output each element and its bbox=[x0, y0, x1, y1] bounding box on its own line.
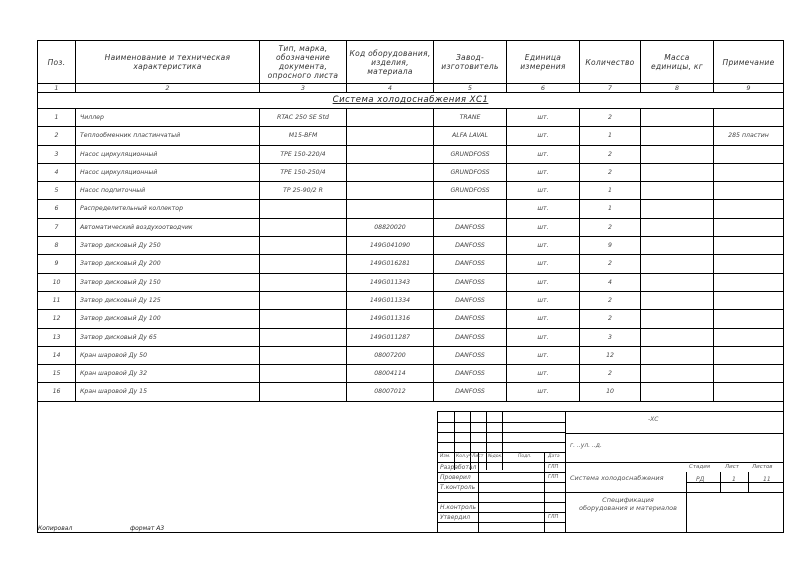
cell-name: Кран шаровой Ду 15 bbox=[76, 383, 260, 400]
cell-code bbox=[347, 182, 434, 199]
table-row bbox=[38, 292, 783, 310]
cell-unit: шт. bbox=[507, 365, 580, 382]
section-title-text: Система холодоснабжения ХС1 bbox=[332, 95, 489, 105]
cell-note bbox=[714, 182, 783, 199]
cell-code: 08004114 bbox=[347, 365, 434, 382]
cell-maker: DANFOSS bbox=[434, 255, 507, 272]
cell-maker: DANFOSS bbox=[434, 310, 507, 327]
role-code: ГЛП bbox=[548, 464, 559, 470]
spec-sheet bbox=[37, 40, 784, 533]
cell-code: 149G016281 bbox=[347, 255, 434, 272]
cell-qty: 2 bbox=[580, 219, 641, 236]
cell-qty: 1 bbox=[580, 200, 641, 217]
col-header-qty: Количество bbox=[580, 41, 641, 83]
cell-maker: ALFA LAVAL bbox=[434, 127, 507, 144]
cell-pos: 15 bbox=[38, 365, 76, 382]
cell-mass bbox=[641, 237, 714, 254]
cell-code: 149G011334 bbox=[347, 292, 434, 309]
cell-maker: GRUNDFOSS bbox=[434, 182, 507, 199]
cell-type bbox=[260, 255, 347, 272]
cell-note bbox=[714, 146, 783, 163]
cell-note bbox=[714, 200, 783, 217]
col-number: 4 bbox=[347, 84, 434, 92]
cell-qty: 12 bbox=[580, 347, 641, 364]
cell-maker: DANFOSS bbox=[434, 292, 507, 309]
cell-maker bbox=[434, 200, 507, 217]
cell-unit: шт. bbox=[507, 182, 580, 199]
table-row bbox=[38, 347, 783, 365]
cell-type bbox=[260, 200, 347, 217]
table-row bbox=[38, 365, 783, 383]
cell-mass bbox=[641, 255, 714, 272]
change-header: Изм. bbox=[440, 454, 451, 459]
cell-pos: 11 bbox=[38, 292, 76, 309]
table-row bbox=[38, 146, 783, 164]
cell-pos: 9 bbox=[38, 255, 76, 272]
cell-type bbox=[260, 219, 347, 236]
cell-unit: шт. bbox=[507, 255, 580, 272]
cell-qty: 1 bbox=[580, 182, 641, 199]
role-code: ГЛП bbox=[548, 474, 559, 480]
cell-maker: DANFOSS bbox=[434, 219, 507, 236]
cell-mass bbox=[641, 292, 714, 309]
col-number: 5 bbox=[434, 84, 507, 92]
cell-mass bbox=[641, 127, 714, 144]
cell-qty: 9 bbox=[580, 237, 641, 254]
change-header: №док. bbox=[488, 454, 503, 459]
cell-qty: 4 bbox=[580, 274, 641, 291]
cell-mass bbox=[641, 347, 714, 364]
section-title bbox=[38, 93, 783, 109]
cell-name: Чиллер bbox=[76, 109, 260, 126]
role-developer: Разработал bbox=[440, 464, 477, 471]
cell-name: Затвор дисковый Ду 150 bbox=[76, 274, 260, 291]
cell-unit: шт. bbox=[507, 347, 580, 364]
cell-maker: GRUNDFOSS bbox=[434, 164, 507, 181]
col-header-maker: Завод-изготовитель bbox=[434, 41, 507, 83]
table-row bbox=[38, 127, 783, 145]
cell-unit: шт. bbox=[507, 329, 580, 346]
cell-code bbox=[347, 127, 434, 144]
cell-name: Распределительный коллектор bbox=[76, 200, 260, 217]
col-header-mass: Масса единицы, кг bbox=[641, 41, 714, 83]
col-number: 8 bbox=[641, 84, 714, 92]
cell-unit: шт. bbox=[507, 310, 580, 327]
cell-name: Автоматический воздухоотводчик bbox=[76, 219, 260, 236]
cell-pos: 6 bbox=[38, 200, 76, 217]
col-header-type: Тип, марка, обозначение документа, опросного листа bbox=[260, 41, 347, 83]
cell-mass bbox=[641, 219, 714, 236]
col-number: 1 bbox=[38, 84, 76, 92]
cell-mass bbox=[641, 310, 714, 327]
cell-qty: 2 bbox=[580, 310, 641, 327]
cell-unit: шт. bbox=[507, 237, 580, 254]
cell-unit: шт. bbox=[507, 200, 580, 217]
cell-unit: шт. bbox=[507, 274, 580, 291]
cell-unit: шт. bbox=[507, 127, 580, 144]
stage-label: Стадия bbox=[689, 464, 711, 470]
cell-type bbox=[260, 274, 347, 291]
change-header: Дата bbox=[548, 454, 560, 459]
object-address: г. ..ул. ..д. bbox=[570, 442, 602, 449]
table-row bbox=[38, 200, 783, 218]
sheets-label: Листов bbox=[752, 464, 773, 470]
cell-name: Затвор дисковый Ду 200 bbox=[76, 255, 260, 272]
cell-type bbox=[260, 347, 347, 364]
cell-qty: 2 bbox=[580, 146, 641, 163]
cell-qty: 2 bbox=[580, 292, 641, 309]
cell-pos: 8 bbox=[38, 237, 76, 254]
cell-maker: DANFOSS bbox=[434, 383, 507, 400]
change-header: Лист bbox=[472, 454, 484, 459]
cell-code: 149G011343 bbox=[347, 274, 434, 291]
cell-pos: 13 bbox=[38, 329, 76, 346]
cell-type bbox=[260, 365, 347, 382]
cell-note bbox=[714, 274, 783, 291]
cell-code: 149G041090 bbox=[347, 237, 434, 254]
cell-mass bbox=[641, 329, 714, 346]
cell-mass bbox=[641, 200, 714, 217]
cell-name: Затвор дисковый Ду 65 bbox=[76, 329, 260, 346]
cell-maker: DANFOSS bbox=[434, 274, 507, 291]
cell-note bbox=[714, 164, 783, 181]
cell-type: TPE 150-220/4 bbox=[260, 146, 347, 163]
cell-unit: шт. bbox=[507, 164, 580, 181]
role-approver: Утвердил bbox=[440, 514, 471, 521]
cell-pos: 3 bbox=[38, 146, 76, 163]
cell-mass bbox=[641, 383, 714, 400]
cell-code: 08007012 bbox=[347, 383, 434, 400]
cell-note bbox=[714, 310, 783, 327]
cell-mass bbox=[641, 109, 714, 126]
cell-code bbox=[347, 109, 434, 126]
doc-code: -ХС bbox=[648, 416, 659, 423]
cell-note bbox=[714, 237, 783, 254]
cell-code: 08007200 bbox=[347, 347, 434, 364]
cell-name: Кран шаровой Ду 50 bbox=[76, 347, 260, 364]
cell-qty: 10 bbox=[580, 383, 641, 400]
sheet-value: 1 bbox=[732, 476, 736, 483]
sheets-value: 11 bbox=[763, 476, 771, 483]
cell-qty: 2 bbox=[580, 164, 641, 181]
cell-note bbox=[714, 329, 783, 346]
role-checker: Проверил bbox=[440, 474, 471, 481]
table-row bbox=[38, 329, 783, 347]
cell-name: Теплообменник пластинчатый bbox=[76, 127, 260, 144]
cell-qty: 1 bbox=[580, 127, 641, 144]
cell-maker: DANFOSS bbox=[434, 347, 507, 364]
cell-mass bbox=[641, 146, 714, 163]
sheet-label: Лист bbox=[725, 464, 739, 470]
cell-code: 08820020 bbox=[347, 219, 434, 236]
col-header-pos: Поз. bbox=[38, 41, 76, 83]
cell-mass bbox=[641, 182, 714, 199]
cell-maker: DANFOSS bbox=[434, 237, 507, 254]
cell-pos: 4 bbox=[38, 164, 76, 181]
cell-note bbox=[714, 109, 783, 126]
col-header-note: Примечание bbox=[722, 57, 775, 67]
cell-type bbox=[260, 237, 347, 254]
cell-code bbox=[347, 164, 434, 181]
cell-pos: 12 bbox=[38, 310, 76, 327]
cell-unit: шт. bbox=[507, 219, 580, 236]
cell-unit: шт. bbox=[507, 383, 580, 400]
cell-note bbox=[714, 347, 783, 364]
cell-type bbox=[260, 292, 347, 309]
cell-name: Затвор дисковый Ду 100 bbox=[76, 310, 260, 327]
col-number: 9 bbox=[746, 84, 751, 92]
cell-code: 149G011316 bbox=[347, 310, 434, 327]
col-number: 6 bbox=[507, 84, 580, 92]
cell-mass bbox=[641, 365, 714, 382]
cell-pos: 16 bbox=[38, 383, 76, 400]
cell-pos: 1 bbox=[38, 109, 76, 126]
copied-label: Копировал bbox=[38, 525, 73, 532]
col-number: 7 bbox=[580, 84, 641, 92]
table-row bbox=[38, 109, 783, 127]
role-tcontrol: Т.контроль bbox=[440, 484, 476, 491]
cell-name: Насос циркуляционный bbox=[76, 146, 260, 163]
cell-qty: 2 bbox=[580, 365, 641, 382]
col-number: 2 bbox=[76, 84, 260, 92]
cell-note: 285 пластин bbox=[728, 132, 769, 140]
cell-name: Насос циркуляционный bbox=[76, 164, 260, 181]
cell-pos: 2 bbox=[38, 127, 76, 144]
role-ncontrol: Н.контроль bbox=[440, 504, 476, 511]
cell-type bbox=[260, 329, 347, 346]
cell-pos: 5 bbox=[38, 182, 76, 199]
col-header-code: Код оборудования, изделия, материала bbox=[347, 41, 434, 83]
spec-table-body bbox=[38, 109, 783, 402]
cell-qty: 2 bbox=[580, 255, 641, 272]
cell-unit: шт. bbox=[507, 109, 580, 126]
doc-title: Спецификация оборудования и материалов bbox=[579, 496, 677, 512]
cell-type bbox=[260, 310, 347, 327]
table-row bbox=[38, 274, 783, 292]
role-code: ГЛП bbox=[548, 514, 559, 520]
cell-name: Затвор дисковый Ду 125 bbox=[76, 292, 260, 309]
cell-mass bbox=[641, 274, 714, 291]
cell-note bbox=[714, 292, 783, 309]
cell-code: 149G011287 bbox=[347, 329, 434, 346]
cell-pos: 14 bbox=[38, 347, 76, 364]
cell-note bbox=[714, 383, 783, 400]
cell-type: TP 25-90/2 R bbox=[260, 182, 347, 199]
cell-type: TPE 150-250/4 bbox=[260, 164, 347, 181]
col-header-unit: Единица измерения bbox=[507, 41, 580, 83]
cell-unit: шт. bbox=[507, 146, 580, 163]
cell-name: Кран шаровой Ду 32 bbox=[76, 365, 260, 382]
cell-maker: GRUNDFOSS bbox=[434, 146, 507, 163]
cell-note bbox=[714, 255, 783, 272]
table-row bbox=[38, 164, 783, 182]
cell-note bbox=[714, 219, 783, 236]
table-row bbox=[38, 219, 783, 237]
system-title: Система холодоснабжения bbox=[570, 474, 664, 482]
cell-pos: 10 bbox=[38, 274, 76, 291]
change-header: Подп. bbox=[518, 454, 532, 459]
col-number: 3 bbox=[260, 84, 347, 92]
cell-name: Затвор дисковый Ду 250 bbox=[76, 237, 260, 254]
table-row bbox=[38, 383, 783, 401]
cell-unit: шт. bbox=[507, 292, 580, 309]
cell-qty: 3 bbox=[580, 329, 641, 346]
table-row bbox=[38, 237, 783, 255]
cell-name: Насос подпиточный bbox=[76, 182, 260, 199]
cell-mass bbox=[641, 164, 714, 181]
table-row bbox=[38, 182, 783, 200]
table-row bbox=[38, 255, 783, 273]
cell-type bbox=[260, 383, 347, 400]
change-header: Кол.уч bbox=[456, 454, 472, 459]
format-label: формат А3 bbox=[130, 525, 165, 532]
cell-maker: DANFOSS bbox=[434, 365, 507, 382]
cell-pos: 7 bbox=[38, 219, 76, 236]
cell-code bbox=[347, 200, 434, 217]
cell-type: M15-BFM bbox=[260, 127, 347, 144]
column-number-row bbox=[38, 83, 783, 93]
cell-maker: TRANE bbox=[434, 109, 507, 126]
col-header-name: Наименование и техническая характеристика bbox=[76, 41, 260, 83]
cell-code bbox=[347, 146, 434, 163]
cell-note bbox=[714, 365, 783, 382]
cell-qty: 2 bbox=[580, 109, 641, 126]
stage-value: РД bbox=[696, 476, 705, 483]
table-row bbox=[38, 310, 783, 328]
cell-type: RTAC 250 SE Std bbox=[260, 109, 347, 126]
title-block bbox=[437, 411, 783, 532]
cell-maker: DANFOSS bbox=[434, 329, 507, 346]
